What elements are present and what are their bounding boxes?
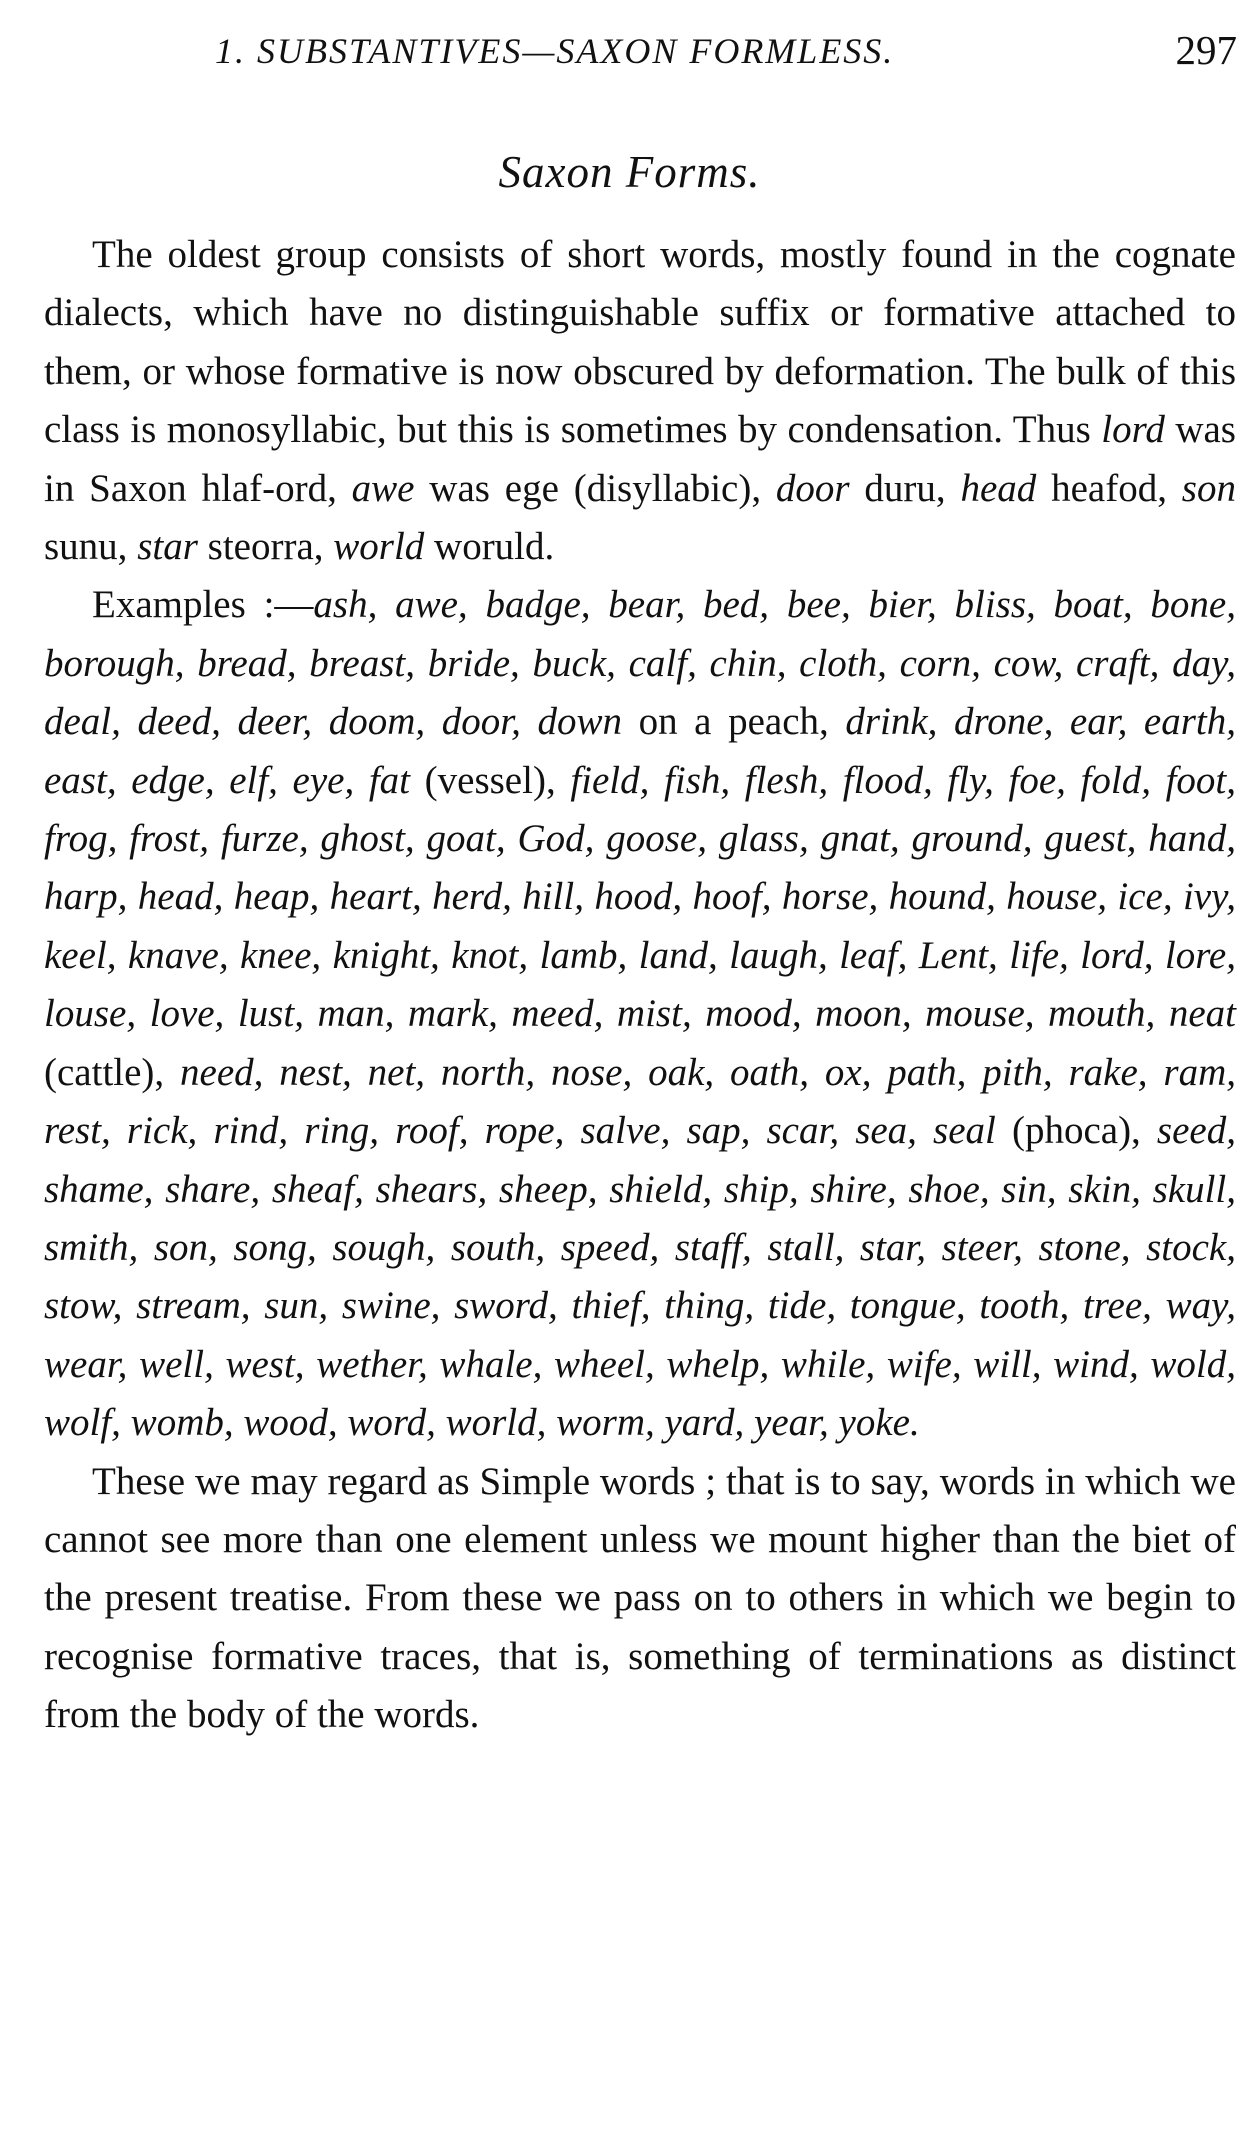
running-head bbox=[215, 24, 1237, 84]
paragraph-text: was ege (disyllabic), bbox=[414, 466, 776, 510]
running-head-title: 1. SUBSTANTIVES—SAXON FORMLESS. bbox=[215, 31, 895, 71]
paragraph-text: (vessel), bbox=[410, 758, 571, 802]
example-word-star: star bbox=[137, 525, 198, 569]
paragraph-text: (phoca), bbox=[995, 1109, 1157, 1153]
example-word-lord: lord bbox=[1101, 408, 1165, 452]
paragraph-text: These we may regard as Simple words ; that is to say, words in which we cannot see more than one element unless we mount higher than the biet of the present treatise. From these we pass on to others in which we begin to recognise formative traces, that is, something of terminations as distinct from the body of the words. bbox=[44, 1459, 1236, 1737]
paragraph-text: heafod, bbox=[1036, 466, 1182, 510]
paragraph-text: on a peach, bbox=[621, 700, 846, 744]
paragraph-text: (cattle), bbox=[44, 1050, 181, 1094]
paragraph-text: sunu, bbox=[44, 525, 138, 569]
example-word-son: son bbox=[1181, 466, 1236, 510]
example-word-awe: awe bbox=[351, 466, 415, 510]
examples-lead: Examples :— bbox=[92, 583, 314, 627]
paragraph-text: duru, bbox=[849, 466, 961, 510]
paragraph-simple-words bbox=[44, 1453, 1236, 1745]
example-word-list: seed, shame, share, sheaf, shears, sheep, shield, ship, shire, shoe, sin, skin, skull, smith, son, song, sough, south, speed, staff, stall, star, steer, stone, stock, stow, stream, sun, swine, sword, thief, thing, tide, tongue, tooth, tree, way, wear, well, west, wether, whale, wheel, whelp, while, wife, will, wind, wold, wolf, womb, wood, word, world, worm, yard, year, yoke. bbox=[44, 1109, 1236, 1445]
section-title: Saxon Forms. bbox=[498, 147, 761, 197]
example-word-list: drink, drone, ear, earth, east, edge, elf, eye, fat bbox=[44, 700, 1236, 802]
example-word-head: head bbox=[960, 466, 1037, 510]
example-word-door: door bbox=[775, 466, 850, 510]
page-number: 297 bbox=[1175, 27, 1237, 73]
paragraph-text: The oldest group consists of short words, mostly found in the cognate dialects, which have no distinguishable suffix or formative attached to them, or whose formative is now obscured by deformation. The bulk of this class is monosyllabic, but this is sometimes by condensation. Thus bbox=[44, 233, 1236, 452]
paragraph-text: steorra, bbox=[197, 525, 334, 569]
paragraph-text: was in Saxon hlaf-ord, bbox=[44, 408, 1236, 510]
example-word-list: field, fish, flesh, flood, fly, foe, fold, foot, frog, frost, furze, ghost, goat, God, goose, glass, gnat, ground, guest, hand, harp, head, heap, heart, herd, hill, hood, hoof, horse, hound, house, ice, ivy, keel, knave, knee, knight, knot, lamb, land, laugh, leaf, Lent, life, lord, lore, louse, love, lust, man, mark, meed, mist, mood, moon, mouse, mouth, neat bbox=[44, 758, 1237, 1036]
paragraph-examples bbox=[44, 576, 1236, 1452]
example-word-list: need, nest, net, north, nose, oak, oath, ox, path, pith, rake, ram, rest, rick, rind, ring, roof, rope, salve, sap, scar, sea, seal bbox=[44, 1050, 1236, 1153]
example-word-list: ash, awe, badge, bear, bed, bee, bier, bliss, boat, bone, borough, bread, breast, bride, buck, calf, chin, cloth, corn, cow, craft, day, deal, deed, deer, doom, door, down bbox=[44, 583, 1236, 744]
paragraph-saxon-forms-intro bbox=[44, 226, 1236, 576]
body-text bbox=[44, 226, 1236, 1745]
paragraph-text: woruld. bbox=[424, 525, 555, 569]
example-word-world: world bbox=[333, 525, 425, 569]
